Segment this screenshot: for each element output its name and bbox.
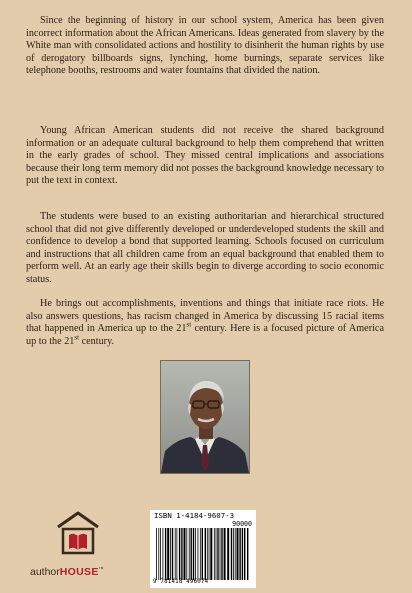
publisher-name: authorHOUSE™ [30, 566, 104, 578]
barcode-bar [167, 528, 169, 580]
barcode-digits: 9 781418 496074 [153, 579, 209, 585]
paragraph-2: Young African American students did not receive the shared background information or an adequate cultural background to help them comprehend that written in the early grades of school. They missed central implications and associations because their long term memory did not posses the background knowledge necessary to put the text in context. [26, 125, 384, 187]
barcode-bar [163, 528, 164, 580]
barcode-bar [160, 528, 161, 580]
barcode-bar [214, 528, 215, 580]
barcode-bar [198, 528, 199, 580]
barcode-bar [172, 528, 173, 580]
house-book-icon [38, 505, 118, 565]
barcode-bar [247, 528, 248, 580]
paragraph-4: He brings out accomplishments, inventions and things that initiate race riots. He also answers questions, has racism changed in America by discussing 15 racial items that happened in America up to the 21st century. Here is a focused picture of America up to the 21st century. [26, 298, 384, 347]
barcode-bar [193, 528, 194, 580]
barcode-bar [227, 528, 229, 580]
barcode-bar [235, 528, 236, 580]
paragraph-3: The students were bused to an existing authoritarian and hierarchical structured school that did not give differently developed or underdeveloped students the skill and confidence to develop a bond that supported learning. Schools focused on curriculum and instructions that all children came from an equal background that enabled them to perform well. At an early age their skills begin to diverge according to socio economic status. [26, 211, 384, 285]
barcode-bar [186, 528, 187, 580]
barcode-bar [181, 528, 182, 580]
barcode-bar [205, 528, 206, 580]
barcode-bar [165, 528, 166, 580]
barcode-bar [175, 528, 176, 580]
author-portrait-icon [161, 361, 249, 473]
barcode-bar [216, 528, 217, 580]
barcode-bar [202, 528, 203, 580]
barcode-bar [184, 528, 186, 580]
barcode-bar [209, 528, 210, 580]
barcode-bar [177, 528, 178, 580]
barcode-bar [231, 528, 232, 580]
author-photo [160, 360, 250, 474]
barcode-bar [189, 528, 190, 580]
barcode-bar [242, 528, 243, 580]
barcode-bar [217, 528, 218, 580]
barcode-bar [233, 528, 234, 580]
price-code: 90000 [232, 520, 252, 528]
barcode-bar [170, 528, 171, 580]
barcode-bar [191, 528, 192, 580]
barcode-bar [244, 528, 245, 580]
barcode-bar [224, 528, 226, 580]
barcode-bar [179, 528, 180, 580]
barcode-box [150, 510, 256, 588]
barcode-bar [156, 528, 157, 580]
isbn-text: ISBN 1-4184-9607-3 [154, 511, 235, 520]
barcode-bar [200, 528, 201, 580]
barcode-bar [239, 528, 240, 580]
barcode-bar [207, 528, 208, 580]
barcode-bar [220, 528, 221, 580]
publisher-logo [38, 505, 118, 575]
barcode-bar [237, 528, 239, 580]
barcode-bar [210, 528, 212, 580]
barcode-bar [158, 528, 159, 580]
paragraph-1: Since the beginning of history in our school system, America has been given incorrect information about the African Americans. Ideas generated from slavery by the White man with consolidated actions and hostility to disinherit the human rights by use of derogatory billboards signs, lynching, home burnings, separate services like telephone booths, restrooms and water fountains that divided the nation. [26, 15, 384, 77]
barcode-bar [221, 528, 222, 580]
barcode-bars [155, 528, 251, 580]
barcode-bar [195, 528, 196, 580]
